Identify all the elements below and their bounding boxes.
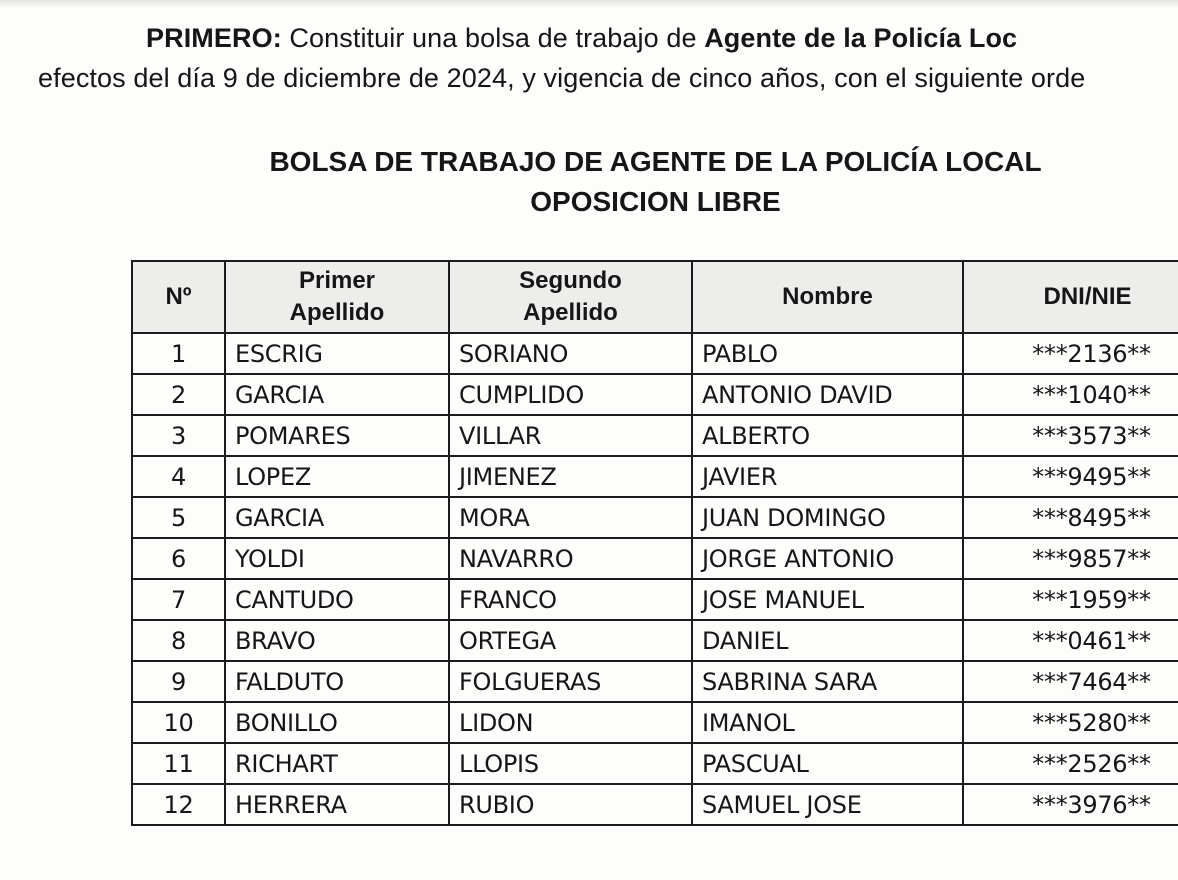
cell-dni: ***3573** bbox=[963, 415, 1178, 456]
cell-dni: ***9495** bbox=[963, 456, 1178, 497]
cell-segundo-apellido: LLOPIS bbox=[449, 743, 692, 784]
table-body bbox=[132, 333, 1178, 825]
cell-dni: ***7464** bbox=[963, 661, 1178, 702]
cell-primer-apellido: RICHART bbox=[225, 743, 449, 784]
cell-nombre: DANIEL bbox=[692, 620, 963, 661]
table-row bbox=[132, 497, 1178, 538]
cell-no: 12 bbox=[132, 784, 225, 825]
cell-dni: ***0461** bbox=[963, 620, 1178, 661]
cell-nombre: SABRINA SARA bbox=[692, 661, 963, 702]
cell-primer-apellido: POMARES bbox=[225, 415, 449, 456]
cell-primer-apellido: YOLDI bbox=[225, 538, 449, 579]
cell-nombre: JORGE ANTONIO bbox=[692, 538, 963, 579]
paragraph-text: Constituir una bolsa de trabajo de bbox=[281, 23, 705, 53]
bolsa-table-container bbox=[131, 260, 1178, 880]
cell-no: 7 bbox=[132, 579, 225, 620]
document-subtitle: OPOSICION LIBRE bbox=[530, 186, 781, 217]
cell-segundo-apellido: NAVARRO bbox=[449, 538, 692, 579]
page-top-edge bbox=[0, 0, 1178, 8]
cell-dni: ***1959** bbox=[963, 579, 1178, 620]
header-nombre: Nombre bbox=[692, 261, 963, 333]
cell-no: 11 bbox=[132, 743, 225, 784]
cell-primer-apellido: GARCIA bbox=[225, 497, 449, 538]
table-row bbox=[132, 661, 1178, 702]
paragraph-line-1 bbox=[146, 22, 1017, 54]
cell-primer-apellido: HERRERA bbox=[225, 784, 449, 825]
cell-primer-apellido: FALDUTO bbox=[225, 661, 449, 702]
cell-no: 6 bbox=[132, 538, 225, 579]
cell-no: 1 bbox=[132, 333, 225, 374]
cell-no: 4 bbox=[132, 456, 225, 497]
cell-dni: ***9857** bbox=[963, 538, 1178, 579]
bolsa-table bbox=[131, 260, 1178, 826]
table-row bbox=[132, 702, 1178, 743]
cell-primer-apellido: LOPEZ bbox=[225, 456, 449, 497]
cell-nombre: JAVIER bbox=[692, 456, 963, 497]
cell-primer-apellido: ESCRIG bbox=[225, 333, 449, 374]
cell-dni: ***2136** bbox=[963, 333, 1178, 374]
cell-primer-apellido: BRAVO bbox=[225, 620, 449, 661]
cell-segundo-apellido: CUMPLIDO bbox=[449, 374, 692, 415]
table-row bbox=[132, 415, 1178, 456]
table-row bbox=[132, 743, 1178, 784]
header-dni: DNI/NIE bbox=[963, 261, 1178, 333]
table-row bbox=[132, 784, 1178, 825]
cell-nombre: ANTONIO DAVID bbox=[692, 374, 963, 415]
cell-no: 3 bbox=[132, 415, 225, 456]
table-row bbox=[132, 374, 1178, 415]
cell-primer-apellido: GARCIA bbox=[225, 374, 449, 415]
cell-primer-apellido: BONILLO bbox=[225, 702, 449, 743]
cell-no: 2 bbox=[132, 374, 225, 415]
cell-dni: ***2526** bbox=[963, 743, 1178, 784]
cell-no: 10 bbox=[132, 702, 225, 743]
cell-primer-apellido: CANTUDO bbox=[225, 579, 449, 620]
table-row bbox=[132, 620, 1178, 661]
table-header-row bbox=[132, 261, 1178, 333]
document-title: BOLSA DE TRABAJO DE AGENTE DE LA POLICÍA LOCAL bbox=[269, 146, 1042, 177]
cell-dni: ***3976** bbox=[963, 784, 1178, 825]
cell-segundo-apellido: FOLGUERAS bbox=[449, 661, 692, 702]
paragraph-bold-text: Agente de la Policía Loc bbox=[704, 23, 1018, 53]
cell-nombre: SAMUEL JOSE bbox=[692, 784, 963, 825]
paragraph-lead: PRIMERO: bbox=[146, 23, 282, 53]
cell-dni: ***1040** bbox=[963, 374, 1178, 415]
header-segundo-apellido: Segundo Apellido bbox=[449, 261, 692, 333]
table-row bbox=[132, 456, 1178, 497]
cell-nombre: PASCUAL bbox=[692, 743, 963, 784]
table-row bbox=[132, 538, 1178, 579]
cell-no: 9 bbox=[132, 661, 225, 702]
cell-nombre: PABLO bbox=[692, 333, 963, 374]
cell-segundo-apellido: FRANCO bbox=[449, 579, 692, 620]
cell-no: 8 bbox=[132, 620, 225, 661]
cell-segundo-apellido: ORTEGA bbox=[449, 620, 692, 661]
table-row bbox=[132, 333, 1178, 374]
paragraph-line-2: efectos del día 9 de diciembre de 2024, y vigencia de cinco años, con el siguiente orde bbox=[38, 63, 1086, 93]
cell-nombre: IMANOL bbox=[692, 702, 963, 743]
cell-segundo-apellido: LIDON bbox=[449, 702, 692, 743]
cell-nombre: JUAN DOMINGO bbox=[692, 497, 963, 538]
cell-no: 5 bbox=[132, 497, 225, 538]
table-row bbox=[132, 579, 1178, 620]
cell-nombre: JOSE MANUEL bbox=[692, 579, 963, 620]
cell-nombre: ALBERTO bbox=[692, 415, 963, 456]
header-primer-apellido: Primer Apellido bbox=[225, 261, 449, 333]
cell-dni: ***8495** bbox=[963, 497, 1178, 538]
cell-dni: ***5280** bbox=[963, 702, 1178, 743]
cell-segundo-apellido: VILLAR bbox=[449, 415, 692, 456]
cell-segundo-apellido: MORA bbox=[449, 497, 692, 538]
cell-segundo-apellido: JIMENEZ bbox=[449, 456, 692, 497]
header-no: Nº bbox=[132, 261, 225, 333]
cell-segundo-apellido: RUBIO bbox=[449, 784, 692, 825]
cell-segundo-apellido: SORIANO bbox=[449, 333, 692, 374]
